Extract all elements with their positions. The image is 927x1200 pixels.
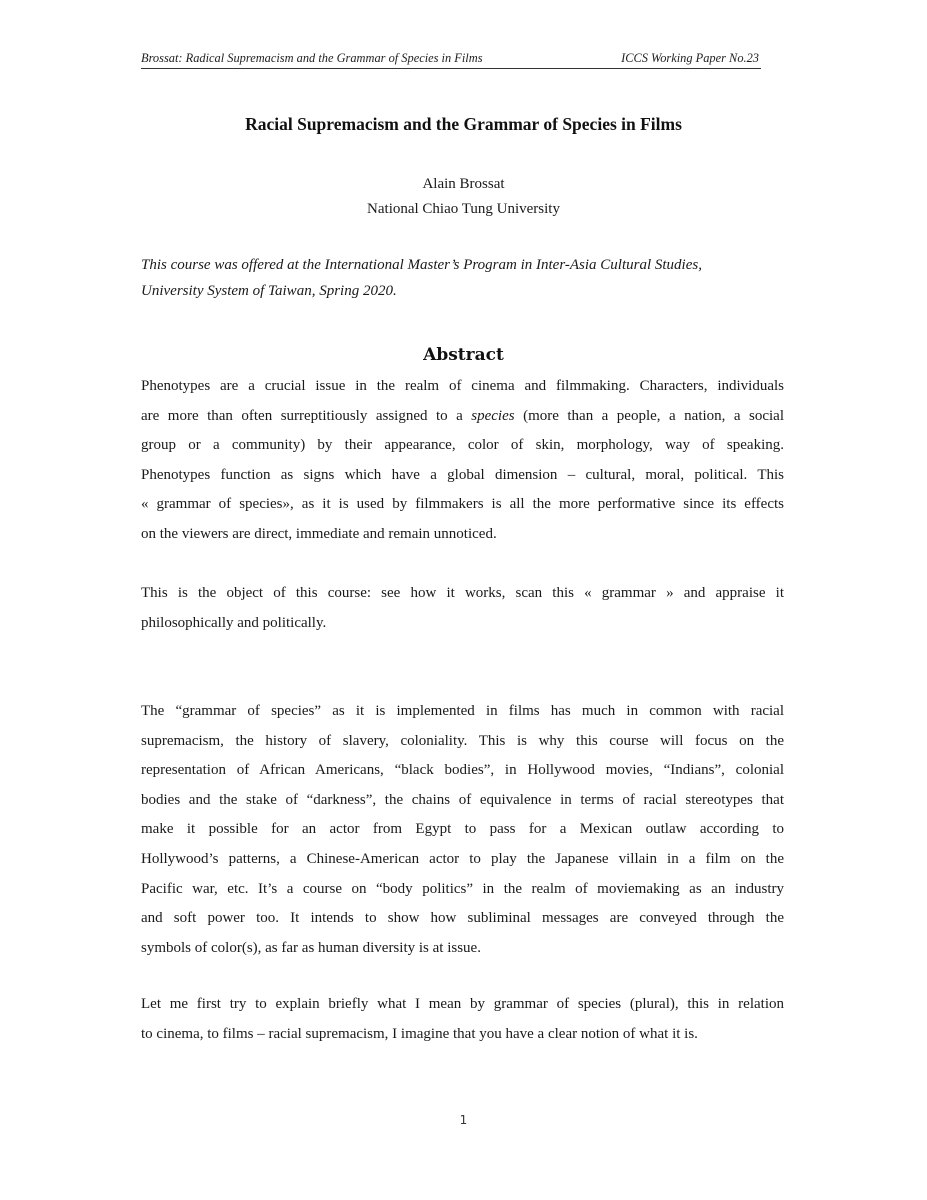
text-span: (more than a people, a nation, a social [514, 407, 785, 424]
course-note-line: University System of Taiwan, Spring 2020. [141, 283, 397, 299]
body-paragraph-1 [141, 697, 784, 963]
page-number: 1 [459, 1113, 468, 1127]
text-line: on the viewers are direct, immediate and remain unnoticed. [141, 525, 497, 542]
abstract-paragraph-2 [141, 579, 784, 638]
text-line: and soft power too. It intends to show how subliminal messages are conveyed through the [141, 910, 784, 927]
body-paragraph-2 [141, 990, 784, 1049]
text-line: Hollywood’s patterns, a Chinese-American actor to play the Japanese villain in a film on the [141, 850, 784, 867]
text-line: make it possible for an actor from Egypt to pass for a Mexican outlaw according to [141, 821, 784, 838]
text-line: philosophically and politically. [141, 614, 327, 631]
author-affiliation: National Chiao Tung University [367, 201, 560, 217]
text-line: Let me first try to explain briefly what I mean by grammar of species (plural), this in relation [141, 996, 784, 1012]
text-line: to cinema, to films – racial supremacism, I imagine that you have a clear notion of what it is. [141, 1025, 698, 1042]
text-line: group or a community) by their appearance, color of skin, morphology, way of speaking. [141, 437, 784, 454]
running-header [141, 50, 761, 69]
text-line: Pacific war, etc. It’s a course on “body politics” in the realm of moviemaking as an industry [141, 880, 784, 897]
abstract-heading: Abstract [423, 345, 504, 365]
text-line [141, 402, 784, 432]
text-line: Phenotypes function as signs which have a global dimension – cultural, moral, political. This [141, 466, 784, 483]
text-line: This is the object of this course: see how it works, scan this « grammar » and appraise it [141, 585, 784, 601]
author-name: Alain Brossat [422, 176, 505, 192]
text-line: bodies and the stake of “darkness”, the chains of equivalence in terms of racial stereotypes that [141, 791, 784, 808]
text-span: are more than often surreptitiously assigned to a [141, 407, 472, 424]
emphasized-term: species [471, 407, 515, 424]
text-line: Phenotypes are a crucial issue in the realm of cinema and filmmaking. Characters, individuals [141, 378, 784, 394]
running-header-left: Brossat: Radical Supremacism and the Grammar of Species in Films [141, 51, 483, 65]
text-line: The “grammar of species” as it is implemented in films has much in common with racial [141, 703, 784, 719]
text-line: « grammar of species», as it is used by filmmakers is all the more performative since its effects [141, 496, 784, 513]
text-line: representation of African Americans, “black bodies”, in Hollywood movies, “Indians”, colonial [141, 762, 784, 779]
paper-title: Racial Supremacism and the Grammar of Species in Films [245, 114, 682, 134]
course-note [141, 252, 786, 304]
running-header-right: ICCS Working Paper No.23 [621, 51, 759, 65]
abstract-paragraph-1 [141, 372, 784, 550]
course-note-line: This course was offered at the International Master’s Program in Inter-Asia Cultural Studies, [141, 257, 702, 273]
text-line: supremacism, the history of slavery, coloniality. This is why this course will focus on the [141, 732, 784, 749]
text-line: symbols of color(s), as far as human diversity is at issue. [141, 939, 481, 956]
